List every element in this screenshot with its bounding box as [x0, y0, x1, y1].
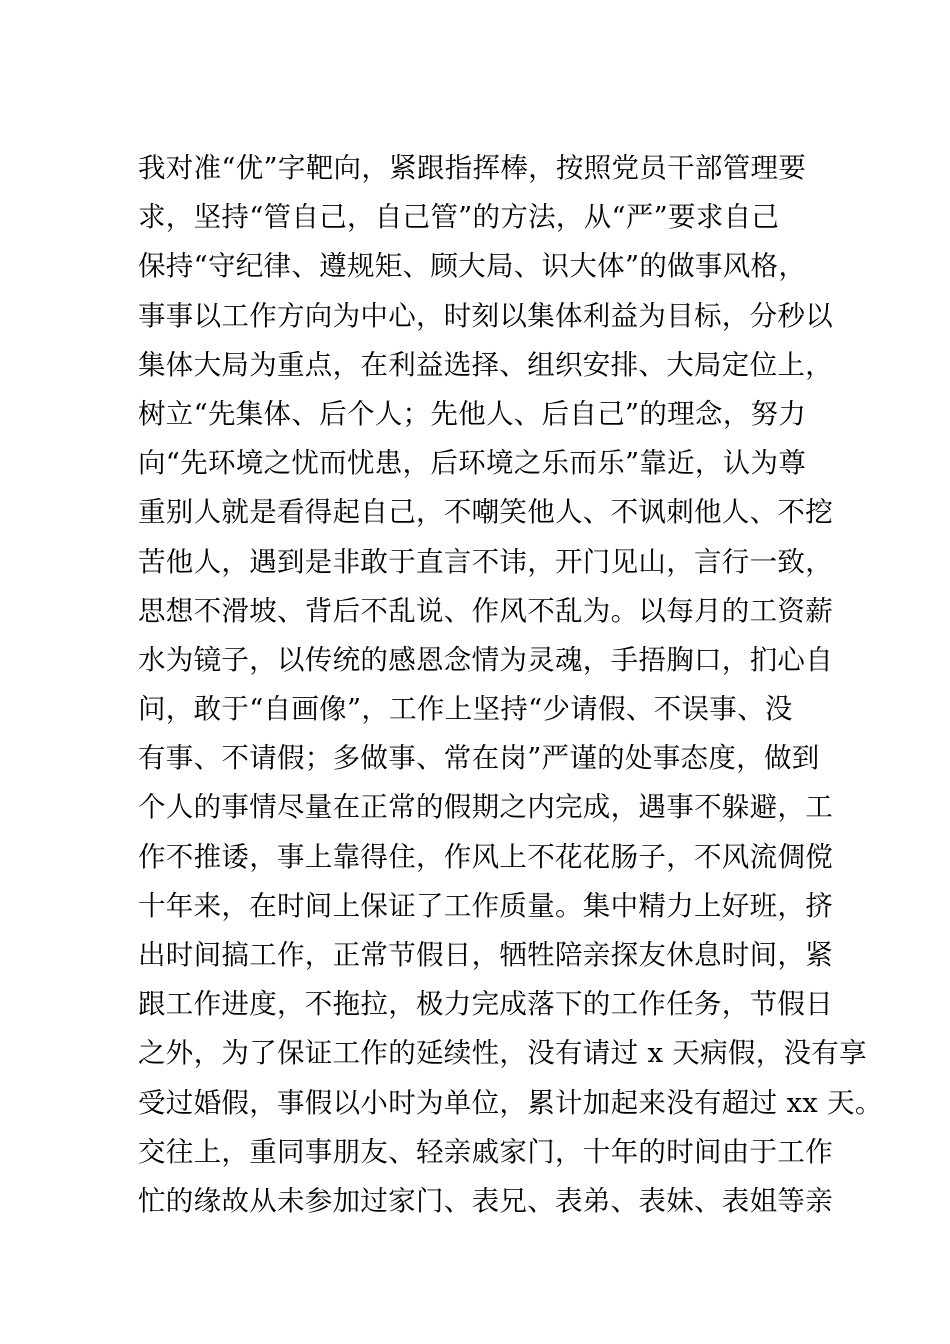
text-line-16: 十年来，在时间上保证了工作质量。集中精力上好班，挤 [138, 889, 833, 922]
text-line-8: 重别人就是看得起自己，不嘲笑他人、不讽刺他人、不挖 [138, 496, 833, 529]
text-line-15: 作不推诿，事上靠得住，作风上不花花肠子，不风流倜傥 [138, 840, 833, 873]
text-line-13: 有事、不请假；多做事、常在岗”严谨的处事态度，做到 [138, 742, 820, 775]
text-line-14: 个人的事情尽量在正常的假期之内完成，遇事不躲避，工 [138, 791, 833, 824]
text-line-21: 交往上，重同事朋友、轻亲戚家门，十年的时间由于工作 [138, 1135, 833, 1168]
text-line-3: 保持“守纪律、遵规矩、顾大局、识大体”的做事风格， [138, 250, 807, 283]
text-line-20: 受过婚假，事假以小时为单位，累计加起来没有超过 xx 天。 [138, 1086, 883, 1119]
text-line-19: 之外，为了保证工作的延续性，没有请过 x 天病假，没有享 [138, 1037, 867, 1070]
text-line-9: 苦他人，遇到是非敢于直言不讳，开门见山，言行一致， [138, 545, 833, 578]
text-line-10: 思想不滑坡、背后不乱说、作风不乱为。以每月的工资薪 [138, 594, 833, 627]
text-line-18: 跟工作进度，不拖拉，极力完成落下的工作任务，节假日 [138, 988, 833, 1021]
text-line-6: 树立“先集体、后个人；先他人、后自己”的理念，努力 [138, 397, 807, 430]
text-line-5: 集体大局为重点，在利益选择、组织安排、大局定位上， [138, 348, 833, 381]
text-line-12: 问，敢于“自画像”，工作上坚持“少请假、不误事、没 [138, 693, 793, 726]
text-line-22: 忙的缘故从未参加过家门、表兄、表弟、表妹、表姐等亲 [138, 1184, 833, 1217]
text-line-4: 事事以工作方向为中心，时刻以集体利益为目标，分秒以 [138, 299, 833, 332]
text-line-17: 出时间搞工作，正常节假日，牺牲陪亲探友休息时间，紧 [138, 939, 833, 971]
text-line-11: 水为镜子，以传统的感恩念情为灵魂，手捂胸口，扪心自 [138, 643, 833, 676]
text-line-2: 求，坚持“管自己，自己管”的方法，从“严”要求自己 [138, 201, 780, 234]
text-line-1: 我对准“优”字靶向，紧跟指挥棒，按照党员干部管理要 [138, 152, 807, 184]
text-line-7: 向“先环境之忧而忧患，后环境之乐而乐”靠近，认为尊 [138, 447, 807, 480]
body-text [138, 144, 883, 1226]
